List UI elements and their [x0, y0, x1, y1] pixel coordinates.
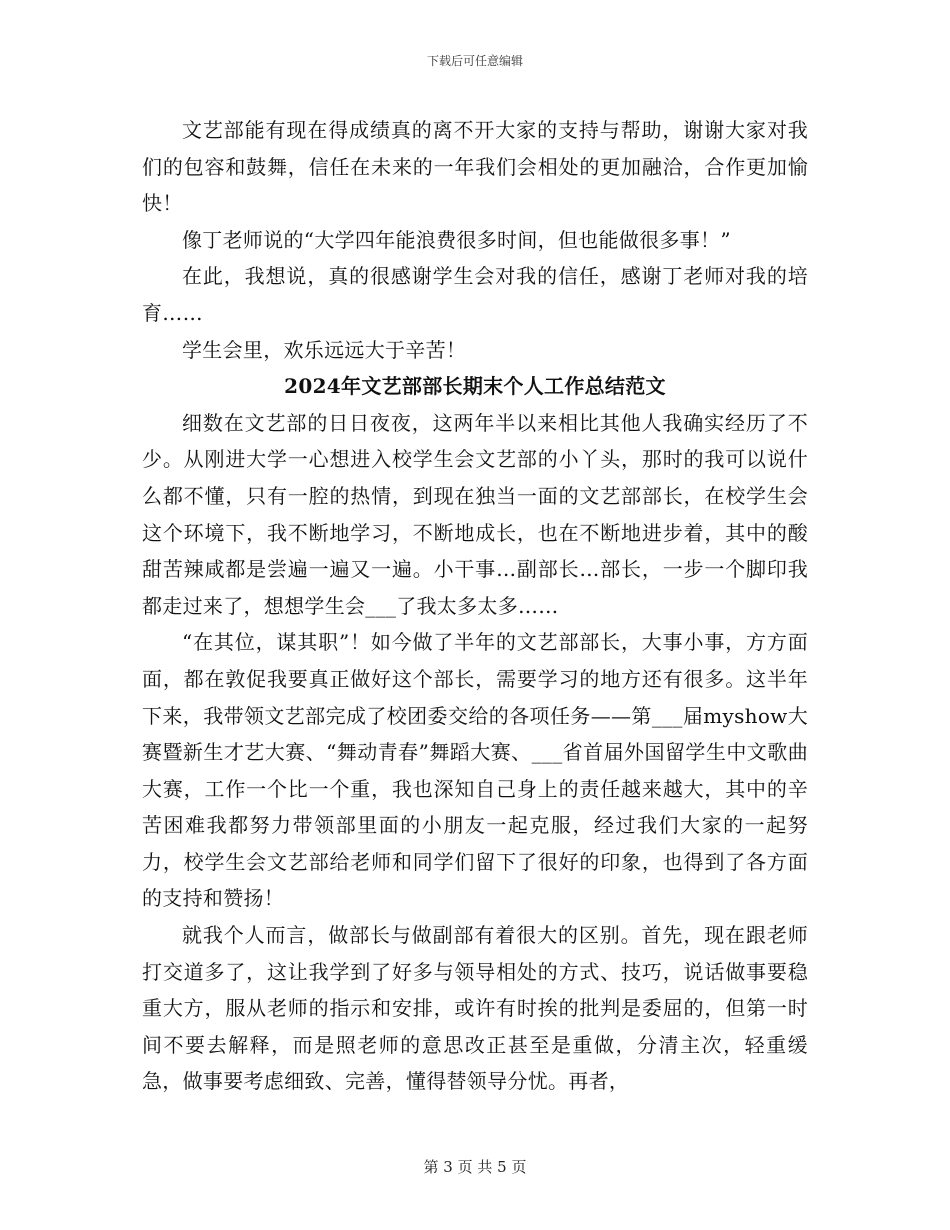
paragraph-gratitude: 在此，我想说，真的很感谢学生会对我的信任，感谢丁老师对我的培育……	[142, 264, 808, 325]
paragraph-experience: 细数在文艺部的日日夜夜，这两年半以来相比其他人我确实经历了不少。从刚进大学一心想进入校学生会文艺部的小丫头，那时的我可以说什么都不懂，只有一腔的热情，到现在独当一面的文艺部部长，在校学生会这个环境下，我不断地学习，不断地成长，也在不断地进步着，其中的酸甜苦辣咸都是尝遍一遍又一遍。小干事…副部长…部长，一步一个脚印我都走过来了，想想学生会___了我太多太多……	[142, 410, 808, 618]
page-header: 下载后可任意编辑	[426, 54, 523, 68]
document-body	[142, 112, 808, 1100]
paragraph-personal: 就我个人而言，做部长与做副部有着很大的区别。首先，现在跟老师打交道多了，这让我学到了好多与领导相处的方式、技巧，说话做事要稳重大方，服从老师的指示和安排，或许有时挨的批判是委屈的，但第一时间不要去解释，而是照老师的意思改正甚至是重做，分清主次，轻重缓急，做事要考虑细致、完善，懂得替领导分忧。再者，	[142, 923, 808, 1094]
section-title: 2024年文艺部部长期末个人工作总结范文	[284, 374, 666, 399]
paragraph-quote: 像丁老师说的“大学四年能浪费很多时间，但也能做很多事！”	[182, 227, 731, 252]
paragraph-joy: 学生会里，欢乐远远大于辛苦！	[182, 337, 467, 362]
page-footer: 第 3 页 共 5 页	[423, 1158, 527, 1176]
paragraph-thanks: 文艺部能有现在得成绩真的离不开大家的支持与帮助，谢谢大家对我们的包容和鼓舞，信任在未来的一年我们会相处的更加融洽，合作更加愉快！	[142, 118, 808, 216]
paragraph-responsibility: “在其位，谋其职”！如今做了半年的文艺部部长，大事小事，方方面面，都在敦促我要真正做好这个部长，需要学习的地方还有很多。这半年下来，我带领文艺部完成了校团委交给的各项任务——第___届myshow大赛暨新生才艺大赛、“舞动青春”舞蹈大赛、___省首届外国留学生中文歌曲大赛，工作一个比一个重，我也深知自己身上的责任越来越大，其中的辛苦困难我都努力带领部里面的小朋友一起克服，经过我们大家的一起努力，校学生会文艺部给老师和同学们留下了很好的印象，也得到了各方面的支持和赞扬！	[142, 630, 808, 911]
